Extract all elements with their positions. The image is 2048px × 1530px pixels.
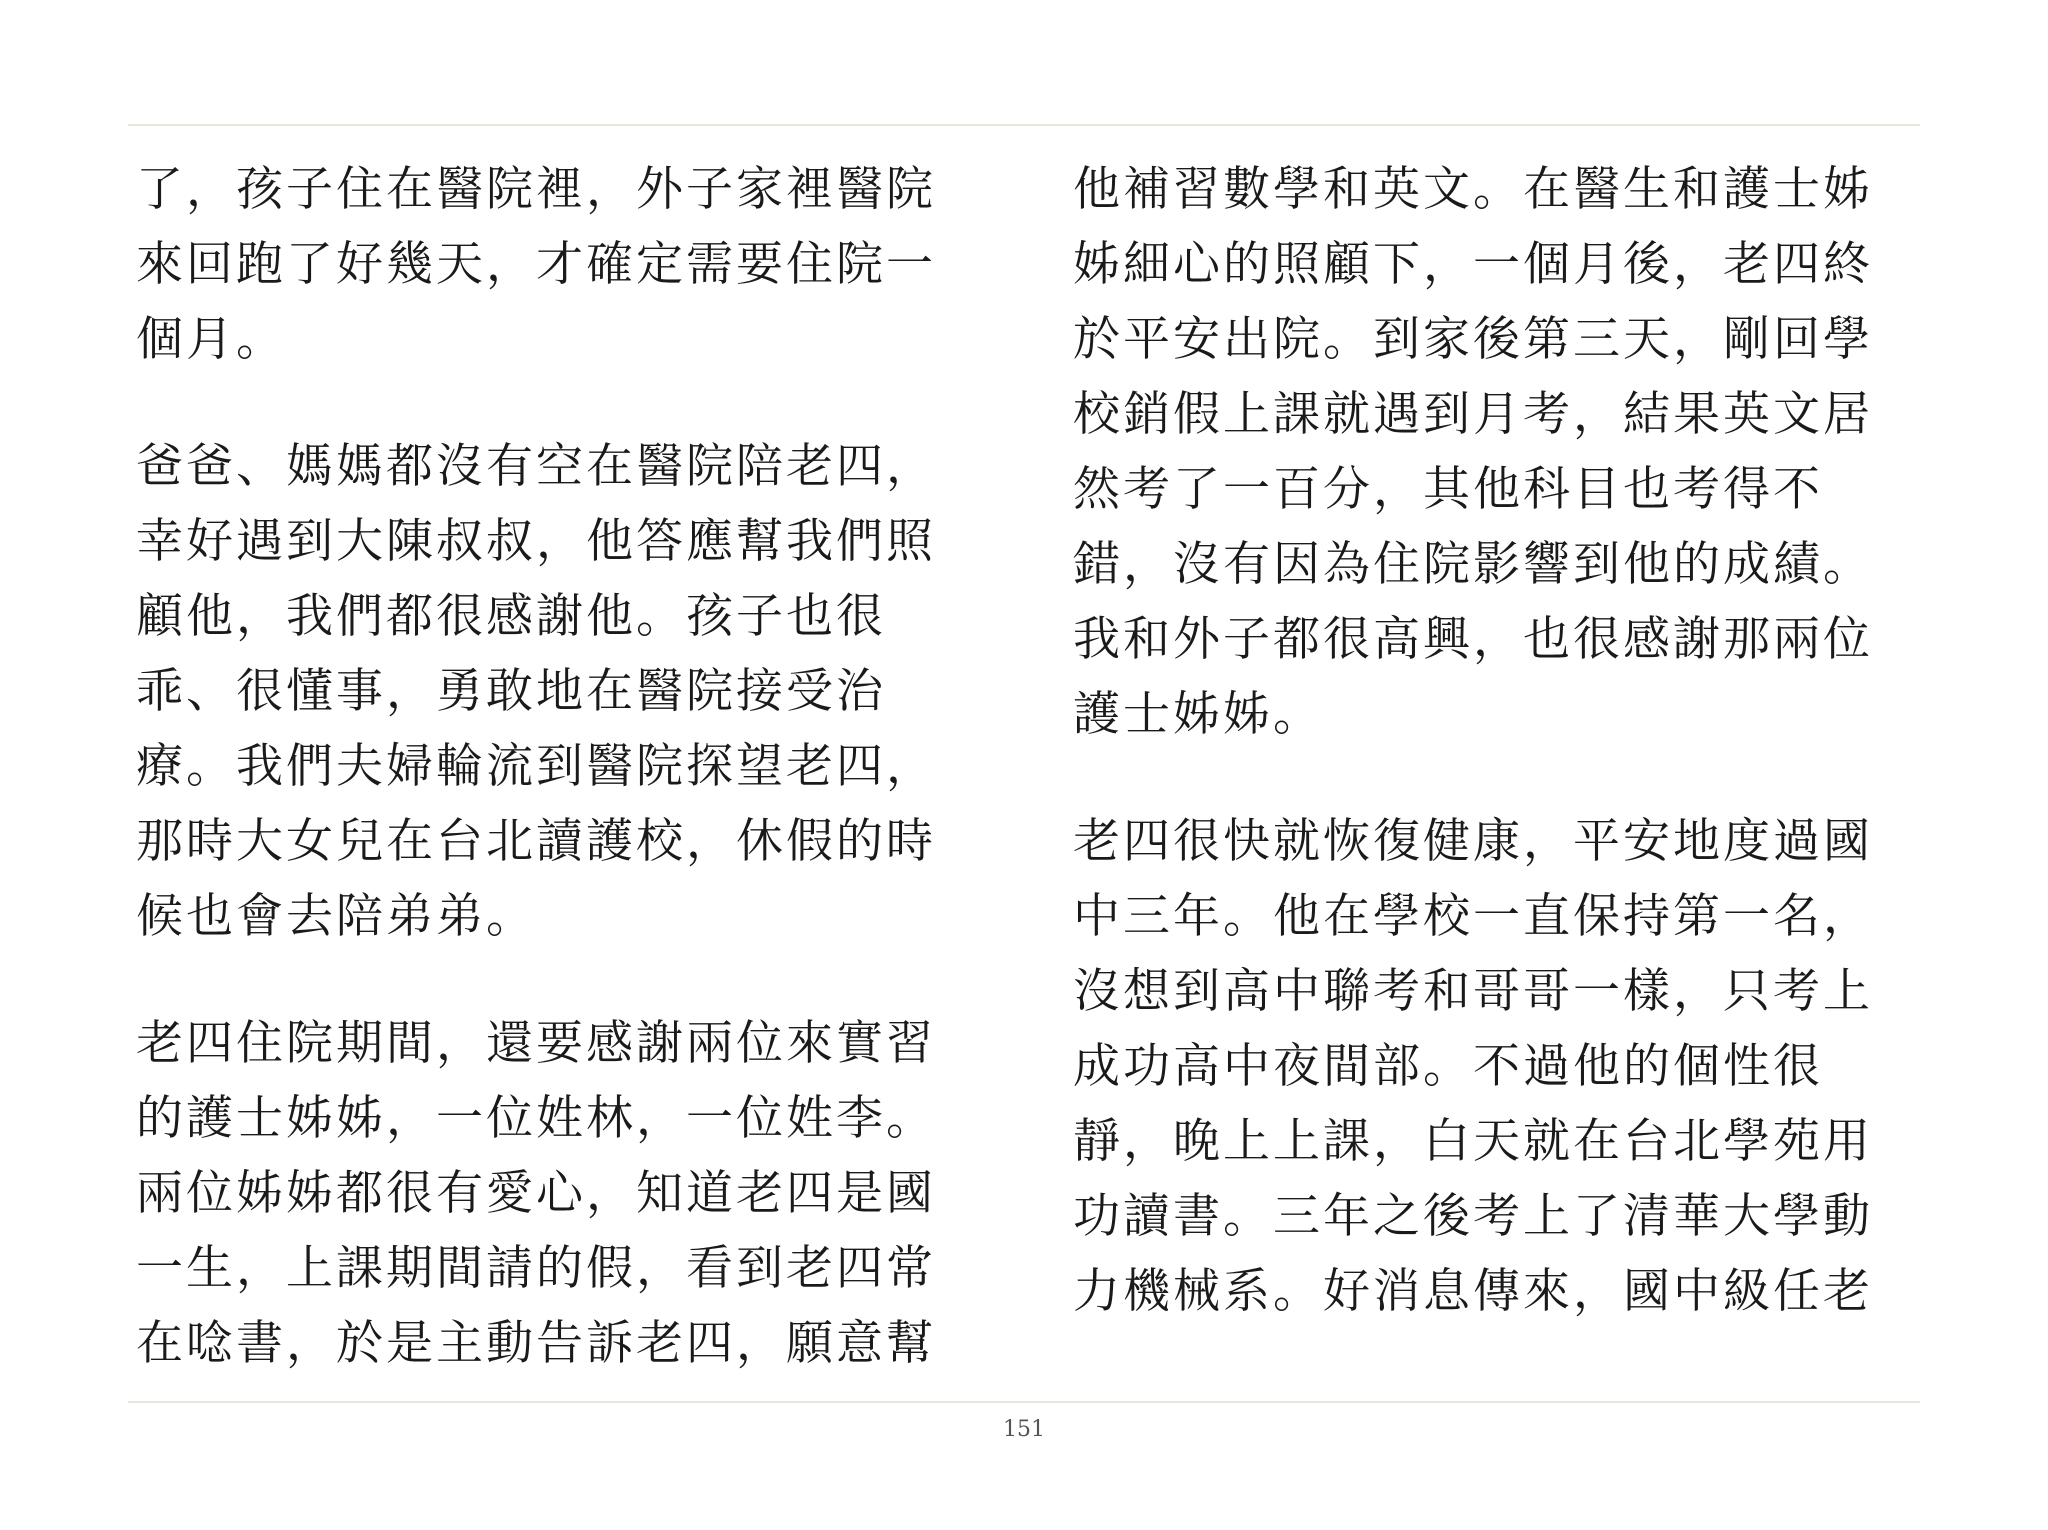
text-line: 乖、很懂事，勇敢地在醫院接受治 <box>136 664 886 719</box>
text-line: 老四住院期間，還要感謝兩位來實習 <box>136 1016 936 1071</box>
right-column <box>1073 152 1933 1381</box>
bottom-divider <box>128 1401 1920 1403</box>
text-line: 顧他，我們都很感謝他。孩子也很 <box>136 589 886 644</box>
text-line: 我和外子都很高興，也很感謝那兩位 <box>1073 612 1873 667</box>
text-line: 幸好遇到大陳叔叔，他答應幫我們照 <box>136 514 936 569</box>
text-line: 在唸書，於是主動告訴老四，願意幫 <box>136 1316 936 1371</box>
text-line: 功讀書。三年之後考上了清華大學動 <box>1073 1189 1873 1244</box>
text-line: 個月。 <box>136 312 286 367</box>
paragraph <box>1073 152 1933 752</box>
text-line: 靜，晚上上課，白天就在台北學苑用 <box>1073 1114 1873 1169</box>
text-line: 他補習數學和英文。在醫生和護士姊 <box>1073 162 1873 217</box>
page-number: 151 <box>1003 1417 1045 1442</box>
text-line: 一生，上課期間請的假，看到老四常 <box>136 1241 936 1296</box>
text-line: 候也會去陪弟弟。 <box>136 889 536 944</box>
text-line: 護士姊姊。 <box>1073 687 1323 742</box>
text-line: 校銷假上課就遇到月考，結果英文居 <box>1073 387 1873 442</box>
text-line: 的護士姊姊，一位姓林，一位姓李。 <box>136 1091 936 1146</box>
text-line: 了，孩子住在醫院裡，外子家裡醫院 <box>136 162 936 217</box>
text-line: 兩位姊姊都很有愛心，知道老四是國 <box>136 1166 936 1221</box>
text-line: 那時大女兒在台北讀護校，休假的時 <box>136 814 936 869</box>
text-line: 錯，沒有因為住院影響到他的成績。 <box>1073 537 1873 592</box>
text-line: 爸爸、媽媽都沒有空在醫院陪老四， <box>136 439 936 494</box>
paragraph <box>136 152 996 377</box>
text-line: 姊細心的照顧下，一個月後，老四終 <box>1073 237 1873 292</box>
top-divider <box>128 124 1920 126</box>
text-line: 來回跑了好幾天，才確定需要住院一 <box>136 237 936 292</box>
text-line: 成功高中夜間部。不過他的個性很 <box>1073 1039 1823 1094</box>
text-line: 沒想到高中聯考和哥哥一樣，只考上 <box>1073 964 1873 1019</box>
paragraph <box>1073 804 1933 1329</box>
text-line: 療。我們夫婦輪流到醫院探望老四， <box>136 739 936 794</box>
text-line: 於平安出院。到家後第三天，剛回學 <box>1073 312 1873 367</box>
left-column <box>136 152 996 1433</box>
text-line: 然考了一百分，其他科目也考得不 <box>1073 462 1823 517</box>
text-line: 力機械系。好消息傳來，國中級任老 <box>1073 1264 1873 1319</box>
text-line: 中三年。他在學校一直保持第一名， <box>1073 889 1873 944</box>
paragraph <box>136 429 996 954</box>
paragraph <box>136 1006 996 1381</box>
text-line: 老四很快就恢復健康，平安地度過國 <box>1073 814 1873 869</box>
